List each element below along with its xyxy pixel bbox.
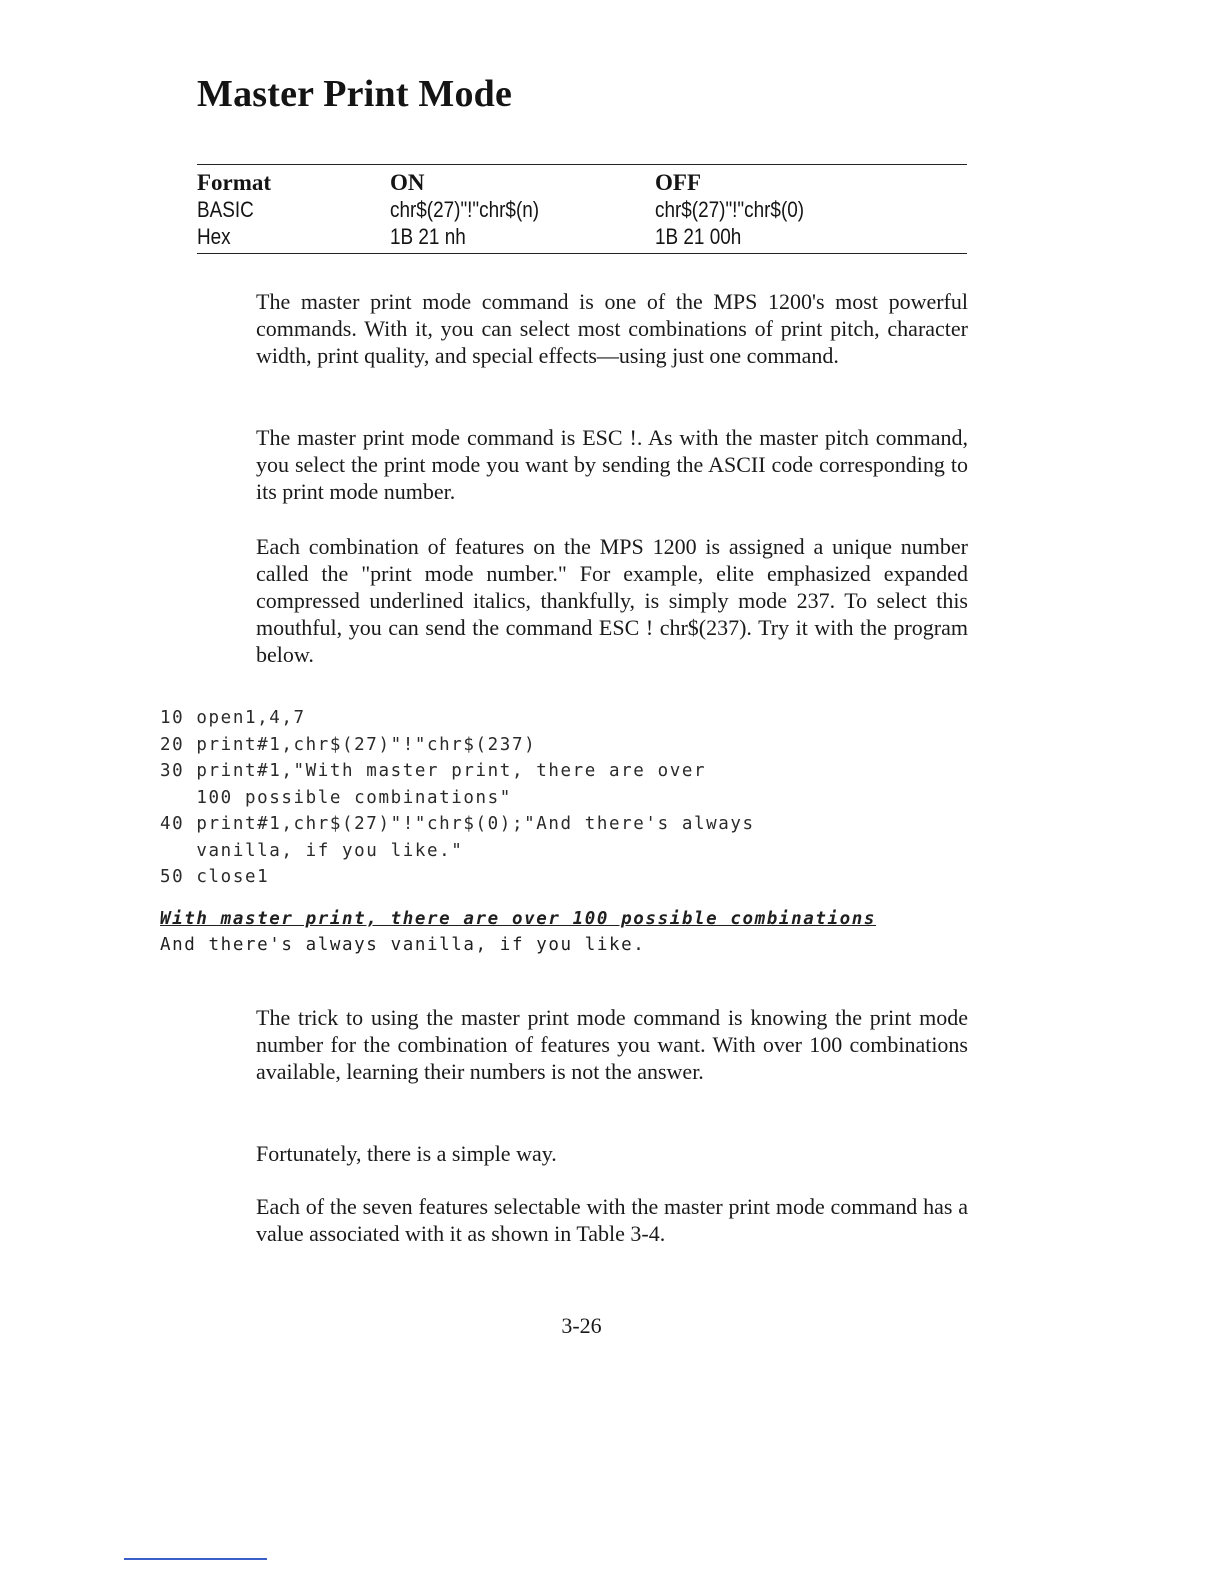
footer-rule bbox=[124, 1558, 267, 1560]
cell-basic-on: chr$(27)"!"chr$(n) bbox=[390, 197, 540, 222]
format-row-hex bbox=[197, 223, 967, 250]
cell-basic-off: chr$(27)"!"chr$(0) bbox=[655, 197, 805, 222]
format-table bbox=[197, 164, 967, 254]
code-line: 100 possible combinations" bbox=[160, 787, 512, 808]
header-on: ON bbox=[390, 170, 425, 195]
printer-output-sample bbox=[160, 906, 1060, 958]
code-listing bbox=[160, 705, 1060, 891]
format-row-basic bbox=[197, 196, 967, 223]
code-line: 40 print#1,chr$(27)"!"chr$(0);"And there's always bbox=[160, 814, 755, 834]
page-title: Master Print Mode bbox=[197, 73, 513, 115]
paragraph-trick: The trick to using the master print mode command is knowing the print mode number for the combination of features you want. With over 100 combinations available, learning their numbers is not the answer. bbox=[256, 1005, 968, 1084]
paragraph-seven-features: Each of the seven features selectable with the master print mode command has a value associated with it as shown in Table 3-4. bbox=[256, 1194, 968, 1246]
header-format: Format bbox=[197, 170, 272, 195]
output-line-styled: With master print, there are over 100 possible combinations bbox=[160, 909, 877, 929]
paragraph-intro: The master print mode command is one of the MPS 1200's most powerful commands. With it, you can select most combinations of print pitch, character width, print quality, and special effects—using just one command. bbox=[256, 289, 968, 368]
paragraph-mode-number: Each combination of features on the MPS 1200 is assigned a unique number called the "print mode number." For example, elite emphasized expanded compressed underlined italics, thankfully, is simply mode 237. To select this mouthful, you can send the command ESC ! chr$(237). Try it with the program below. bbox=[256, 534, 968, 667]
header-off: OFF bbox=[655, 170, 701, 195]
cell-hex-on: 1B 21 nh bbox=[390, 224, 466, 249]
code-line: 30 print#1,"With master print, there are over bbox=[160, 761, 707, 781]
page-number: 3-26 bbox=[561, 1313, 602, 1338]
format-table-header bbox=[197, 169, 967, 196]
paragraph-fortunately: Fortunately, there is a simple way. bbox=[256, 1141, 557, 1166]
cell-basic-label: BASIC bbox=[197, 197, 254, 222]
code-line: 20 print#1,chr$(27)"!"chr$(237) bbox=[160, 734, 537, 755]
code-line: 10 open1,4,7 bbox=[160, 708, 306, 728]
cell-hex-off: 1B 21 00h bbox=[655, 224, 742, 249]
cell-hex-label: Hex bbox=[197, 224, 231, 249]
output-line-plain: And there's always vanilla, if you like. bbox=[160, 935, 646, 955]
code-line: vanilla, if you like." bbox=[160, 840, 464, 861]
code-line: 50 close1 bbox=[160, 867, 270, 887]
paragraph-esc-command: The master print mode command is ESC !. As with the master pitch command, you select the print mode you want by sending the ASCII code corresponding to its print mode number. bbox=[256, 425, 968, 504]
